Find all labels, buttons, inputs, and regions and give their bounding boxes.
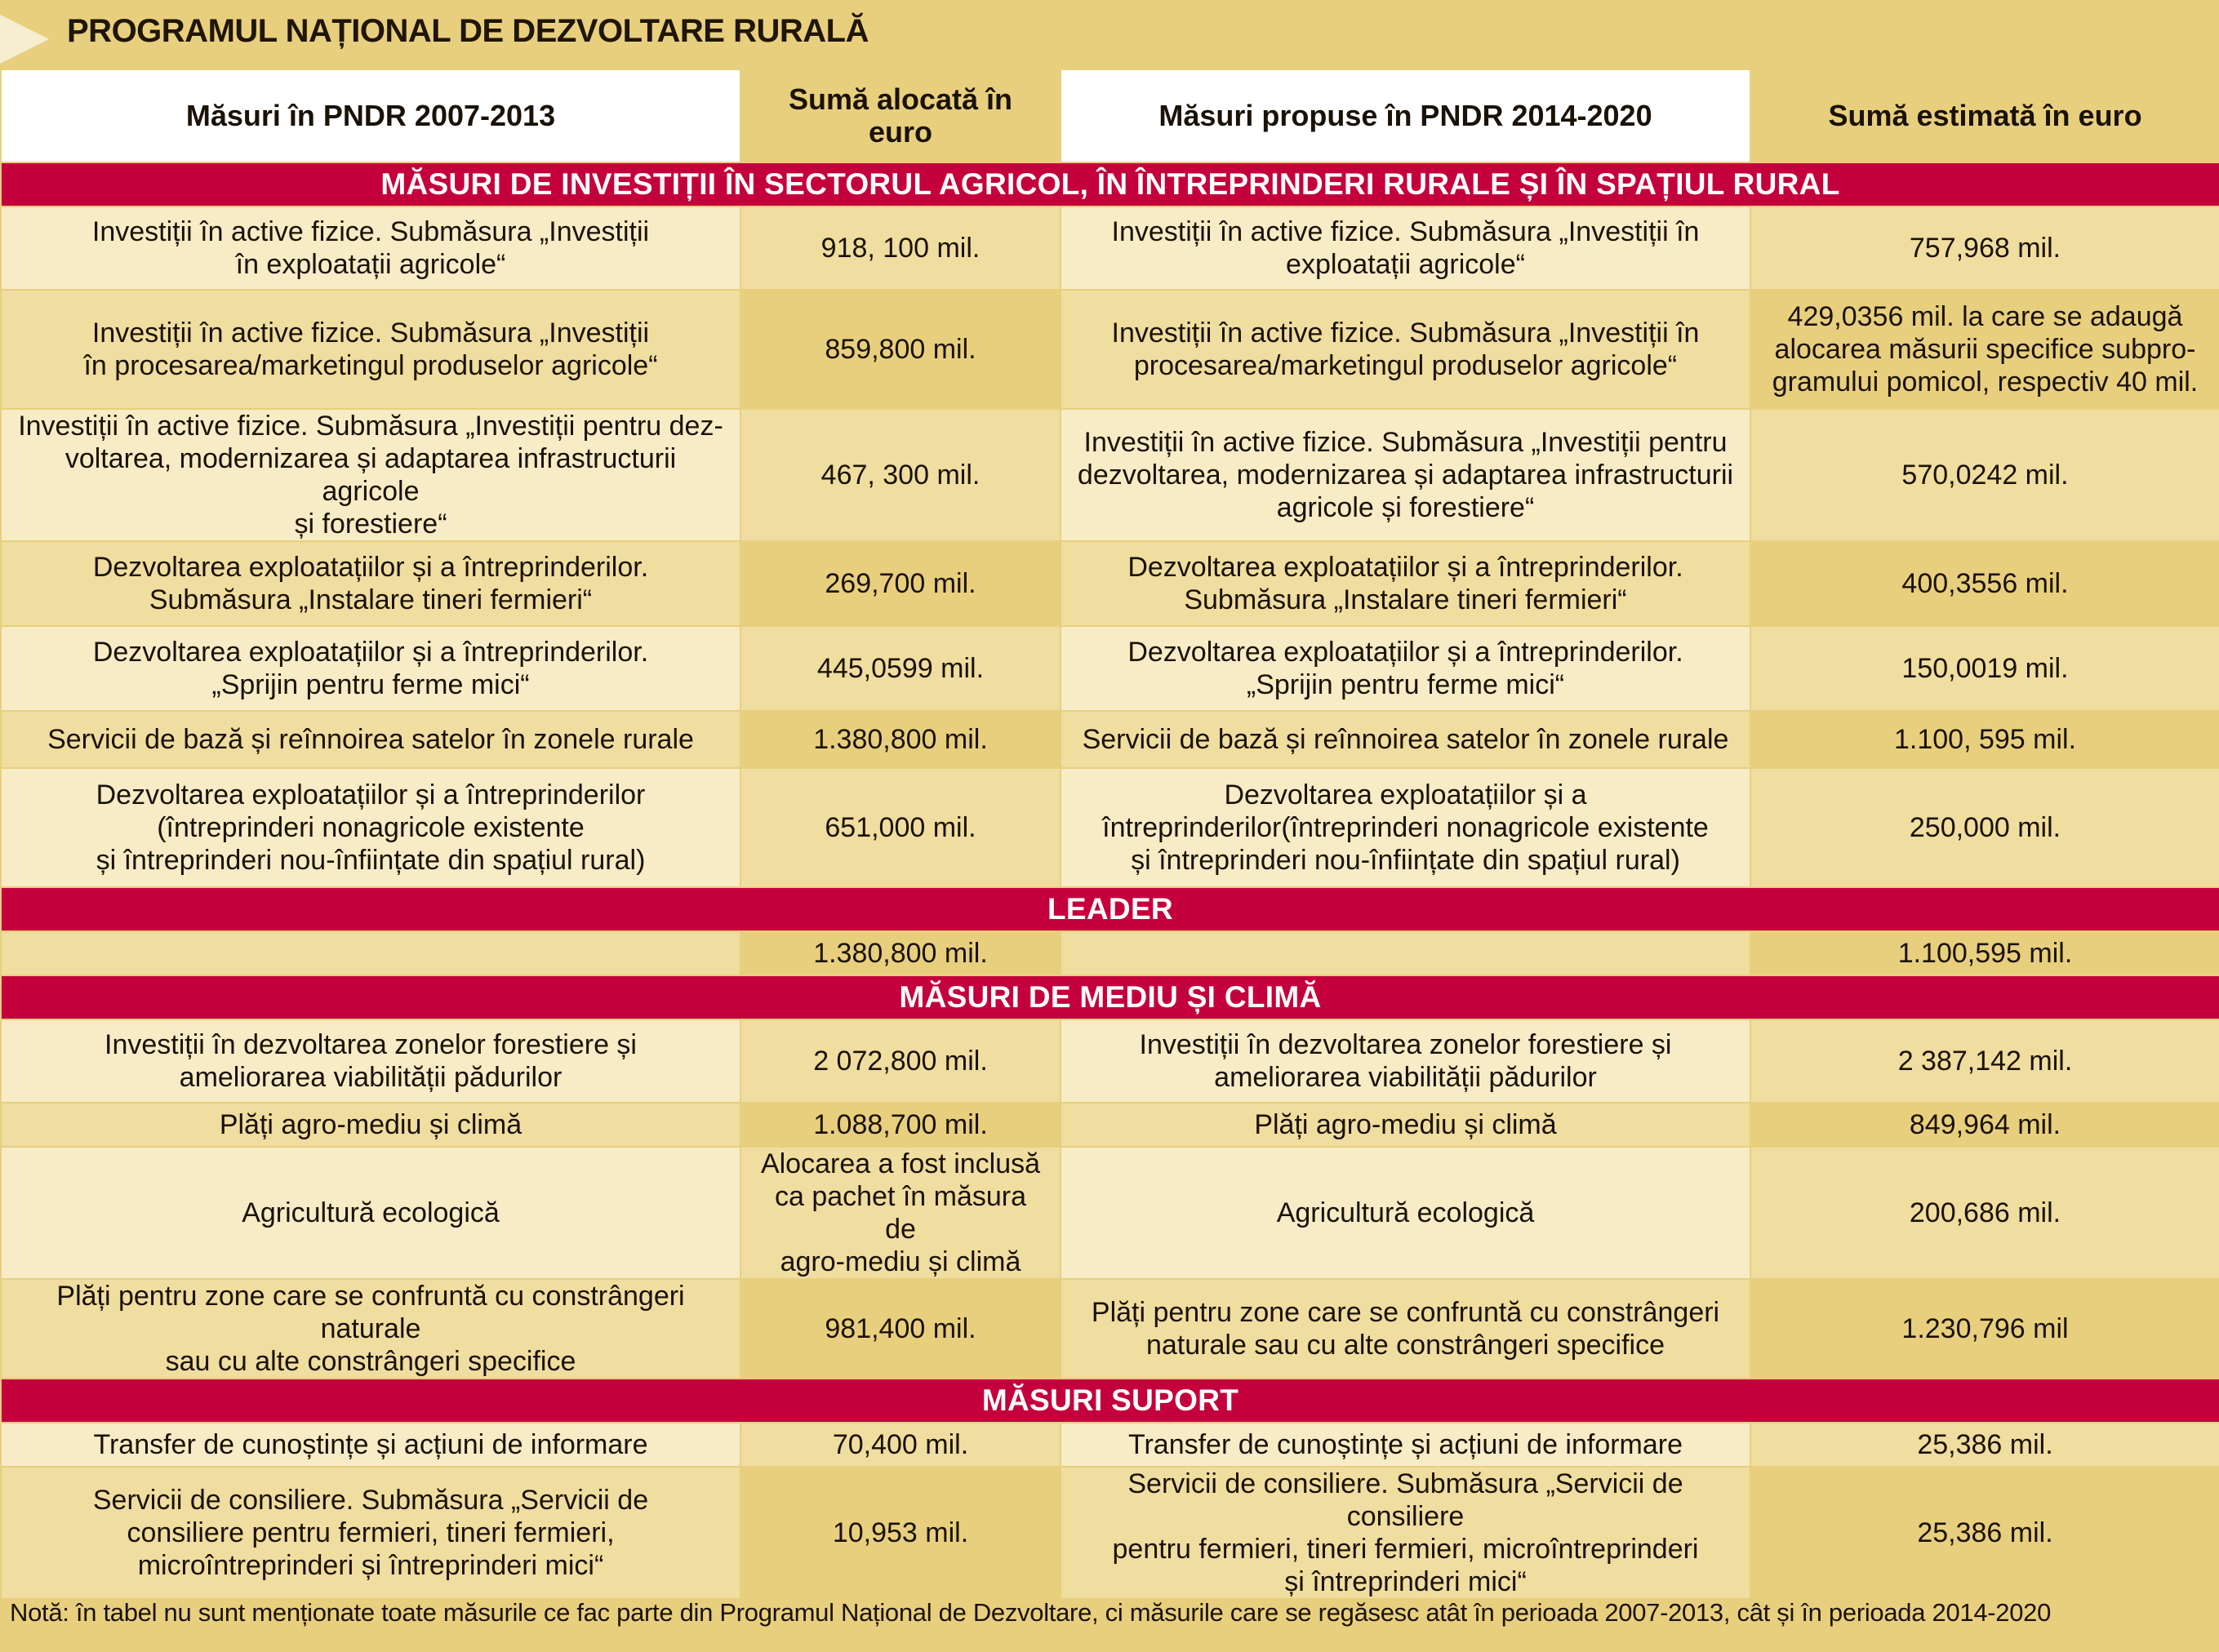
amount-estimated-cell: 1.100, 595 mil. bbox=[1750, 711, 2219, 768]
measure-2014-cell: Dezvoltarea exploatațiilor și a întreprinderilor. „Sprijin pentru ferme mici“ bbox=[1061, 626, 1750, 711]
table-row bbox=[1, 206, 2219, 290]
table-row bbox=[1, 1423, 2219, 1467]
column-header-measures-2014: Măsuri propuse în PNDR 2014-2020 bbox=[1061, 69, 1750, 162]
amount-estimated-cell: 849,964 mil. bbox=[1750, 1103, 2219, 1147]
section-header-row bbox=[1, 975, 2219, 1019]
measure-2007-cell: Servicii de consiliere. Submăsura „Servicii de consiliere pentru fermieri, tineri fermieri, microîntreprinderi și întreprinderi mici“ bbox=[1, 1467, 740, 1599]
amount-allocated-cell: 1.380,800 mil. bbox=[740, 711, 1061, 768]
table-row bbox=[1, 541, 2219, 626]
amount-allocated-cell: 1.088,700 mil. bbox=[740, 1103, 1061, 1147]
page-title: PROGRAMUL NAȚIONAL DE DEZVOLTARE RURALĂ bbox=[67, 13, 869, 49]
measures-table-body bbox=[1, 69, 2219, 1599]
measure-2007-cell: Dezvoltarea exploatațiilor și a întreprinderilor. Submăsura „Instalare tineri fermieri“ bbox=[1, 541, 740, 626]
section-header-row bbox=[1, 1379, 2219, 1423]
amount-estimated-cell: 1.100,595 mil. bbox=[1750, 931, 2219, 975]
amount-estimated-cell: 250,000 mil. bbox=[1750, 768, 2219, 887]
measure-2007-cell: Plăți pentru zone care se confruntă cu constrângeri naturale sau cu alte constrângeri specifice bbox=[1, 1279, 740, 1379]
table-row bbox=[1, 1103, 2219, 1147]
section-title: MĂSURI SUPORT bbox=[1, 1379, 2219, 1423]
amount-estimated-cell: 200,686 mil. bbox=[1750, 1147, 2219, 1279]
amount-estimated-cell: 25,386 mil. bbox=[1750, 1423, 2219, 1467]
table-row bbox=[1, 290, 2219, 409]
arrow-marker-icon bbox=[0, 15, 49, 64]
amount-allocated-cell: 269,700 mil. bbox=[740, 541, 1061, 626]
amount-estimated-cell: 429,0356 mil. la care se adaugă alocarea măsurii specifice subpro- gramului pomicol, respectiv 40 mil. bbox=[1750, 290, 2219, 409]
amount-estimated-cell: 757,968 mil. bbox=[1750, 206, 2219, 290]
amount-estimated-cell: 570,0242 mil. bbox=[1750, 409, 2219, 541]
measure-2014-cell: Investiții în active fizice. Submăsura „Investiții în exploatații agricole“ bbox=[1061, 206, 1750, 290]
table-row bbox=[1, 1019, 2219, 1103]
table-row bbox=[1, 1279, 2219, 1379]
measure-2014-cell: Transfer de cunoștințe și acțiuni de informare bbox=[1061, 1423, 1750, 1467]
measure-2007-cell: Investiții în dezvoltarea zonelor forestiere și ameliorarea viabilității pădurilor bbox=[1, 1019, 740, 1103]
amount-estimated-cell: 150,0019 mil. bbox=[1750, 626, 2219, 711]
table-row bbox=[1, 626, 2219, 711]
measure-2014-cell: Dezvoltarea exploatațiilor și a întreprinderilor. Submăsura „Instalare tineri fermieri“ bbox=[1061, 541, 1750, 626]
amount-estimated-cell: 25,386 mil. bbox=[1750, 1467, 2219, 1599]
amount-estimated-cell: 1.230,796 mil bbox=[1750, 1279, 2219, 1379]
amount-allocated-cell: 445,0599 mil. bbox=[740, 626, 1061, 711]
measure-2014-cell: Investiții în active fizice. Submăsura „Investiții în procesarea/marketingul produselor agricole“ bbox=[1061, 290, 1750, 409]
amount-allocated-cell: 981,400 mil. bbox=[740, 1279, 1061, 1379]
footnote: Notă: în tabel nu sunt menționate toate măsurile ce fac parte din Programul Național de Dezvoltare, ci măsurile care se regăsesc atât în perioada 2007-2013, cât și în perioada 2014-2020 bbox=[10, 1598, 2052, 1627]
title-bar bbox=[0, 0, 2219, 69]
measure-2007-cell: Servicii de bază și reînnoirea satelor în zonele rurale bbox=[1, 711, 740, 768]
table-row bbox=[1, 711, 2219, 768]
measure-2007-cell: Dezvoltarea exploatațiilor și a întreprinderilor (întreprinderi nonagricole existente și întreprinderi nou-înființate din spațiul rural) bbox=[1, 768, 740, 887]
table-row bbox=[1, 931, 2219, 975]
column-header-amount-estimated: Sumă estimată în euro bbox=[1750, 69, 2219, 162]
table-row bbox=[1, 768, 2219, 887]
column-header-amount-allocated: Sumă alocată în euro bbox=[740, 69, 1061, 162]
measure-2007-cell bbox=[1, 931, 740, 975]
measures-table bbox=[0, 69, 2219, 1600]
section-title: MĂSURI DE MEDIU ȘI CLIMĂ bbox=[1, 975, 2219, 1019]
table-header-row bbox=[1, 69, 2219, 162]
measure-2007-cell: Dezvoltarea exploatațiilor și a întreprinderilor. „Sprijin pentru ferme mici“ bbox=[1, 626, 740, 711]
measure-2014-cell bbox=[1061, 931, 1750, 975]
measure-2007-cell: Agricultură ecologică bbox=[1, 1147, 740, 1279]
measure-2007-cell: Investiții în active fizice. Submăsura „Investiții în exploatații agricole“ bbox=[1, 206, 740, 290]
amount-allocated-cell: 1.380,800 mil. bbox=[740, 931, 1061, 975]
table-row bbox=[1, 1147, 2219, 1279]
section-title: MĂSURI DE INVESTIȚII ÎN SECTORUL AGRICOL, ÎN ÎNTREPRINDERI RURALE ȘI ÎN SPAȚIUL RURAL bbox=[1, 162, 2219, 206]
measure-2014-cell: Servicii de bază și reînnoirea satelor în zonele rurale bbox=[1061, 711, 1750, 768]
measure-2007-cell: Transfer de cunoștințe și acțiuni de informare bbox=[1, 1423, 740, 1467]
table-row bbox=[1, 1467, 2219, 1599]
measure-2014-cell: Plăți pentru zone care se confruntă cu constrângeri naturale sau cu alte constrângeri specifice bbox=[1061, 1279, 1750, 1379]
amount-estimated-cell: 400,3556 mil. bbox=[1750, 541, 2219, 626]
amount-allocated-cell: 918, 100 mil. bbox=[740, 206, 1061, 290]
amount-allocated-cell: 651,000 mil. bbox=[740, 768, 1061, 887]
measure-2007-cell: Investiții în active fizice. Submăsura „Investiții în procesarea/marketingul produselor agricole“ bbox=[1, 290, 740, 409]
amount-estimated-cell: 2 387,142 mil. bbox=[1750, 1019, 2219, 1103]
measure-2007-cell: Investiții în active fizice. Submăsura „Investiții pentru dez- voltarea, modernizarea și adaptarea infrastructurii agricole și forestiere“ bbox=[1, 409, 740, 541]
amount-allocated-cell: 467, 300 mil. bbox=[740, 409, 1061, 541]
section-header-row bbox=[1, 162, 2219, 206]
measure-2014-cell: Plăți agro-mediu și climă bbox=[1061, 1103, 1750, 1147]
amount-allocated-cell: 2 072,800 mil. bbox=[740, 1019, 1061, 1103]
section-title: LEADER bbox=[1, 887, 2219, 931]
measure-2007-cell: Plăți agro-mediu și climă bbox=[1, 1103, 740, 1147]
measure-2014-cell: Servicii de consiliere. Submăsura „Servicii de consiliere pentru fermieri, tineri fermieri, microîntreprinderi și întreprinderi mici“ bbox=[1061, 1467, 1750, 1599]
amount-allocated-cell: 859,800 mil. bbox=[740, 290, 1061, 409]
amount-allocated-cell: Alocarea a fost inclusă ca pachet în măsura de agro-mediu și climă bbox=[740, 1147, 1061, 1279]
measure-2014-cell: Investiții în active fizice. Submăsura „Investiții pentru dezvoltarea, modernizarea și adaptarea infrastructurii agricole și forestiere“ bbox=[1061, 409, 1750, 541]
amount-allocated-cell: 70,400 mil. bbox=[740, 1423, 1061, 1467]
measure-2014-cell: Agricultură ecologică bbox=[1061, 1147, 1750, 1279]
amount-allocated-cell: 10,953 mil. bbox=[740, 1467, 1061, 1599]
section-header-row bbox=[1, 887, 2219, 931]
table-row bbox=[1, 409, 2219, 541]
measure-2014-cell: Investiții în dezvoltarea zonelor forestiere și ameliorarea viabilității pădurilor bbox=[1061, 1019, 1750, 1103]
measure-2014-cell: Dezvoltarea exploatațiilor și a întreprinderilor(întreprinderi nonagricole existente și întreprinderi nou-înființate din spațiul rural) bbox=[1061, 768, 1750, 887]
column-header-measures-2007: Măsuri în PNDR 2007-2013 bbox=[1, 69, 740, 162]
